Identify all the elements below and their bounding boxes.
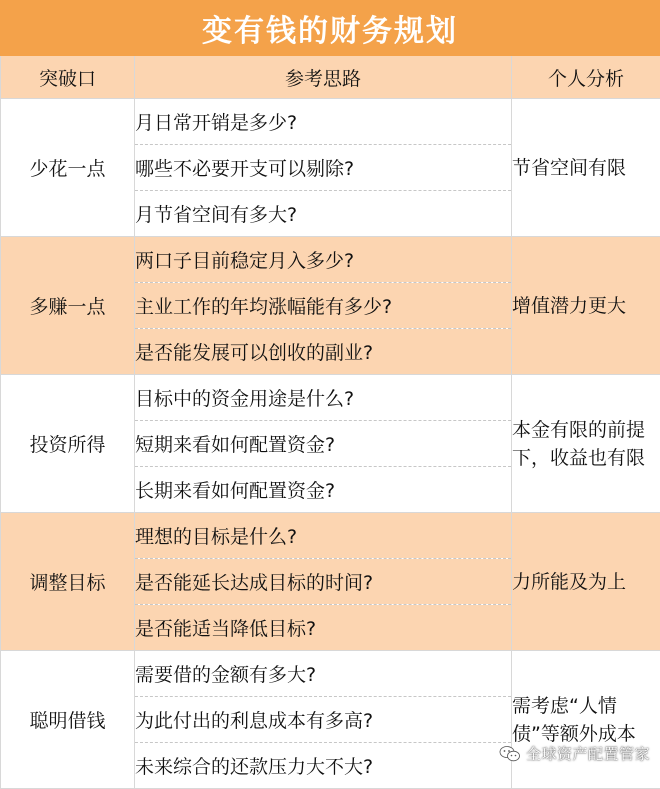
table-row (1, 237, 660, 283)
question-cell: 是否能适当降低目标? (135, 605, 512, 651)
question-cell: 长期来看如何配置资金? (135, 467, 512, 513)
question-cell: 是否能延长达成目标的时间? (135, 559, 512, 605)
analysis-cell: 节省空间有限 (512, 99, 660, 237)
question-cell: 月日常开销是多少? (135, 99, 512, 145)
watermark (499, 743, 650, 764)
analysis-cell: 本金有限的前提下，收益也有限 (512, 375, 660, 513)
table-row (1, 99, 660, 145)
action-cell: 多赚一点 (1, 237, 135, 375)
question-cell: 哪些不必要开支可以剔除? (135, 145, 512, 191)
analysis-cell: 力所能及为上 (512, 513, 660, 651)
question-cell: 理想的目标是什么? (135, 513, 512, 559)
action-cell: 聪明借钱 (1, 651, 135, 789)
action-cell: 调整目标 (1, 513, 135, 651)
question-cell: 两口子目前稳定月入多少? (135, 237, 512, 283)
analysis-cell: 增值潜力更大 (512, 237, 660, 375)
header-action: 突破口 (1, 56, 135, 99)
watermark-text: 全球资产配置管家 (526, 743, 650, 764)
question-cell: 是否能发展可以创收的副业? (135, 329, 512, 375)
analysis-cell: 需考虑“人情债”等额外成本 (512, 651, 660, 789)
question-cell: 月节省空间有多大? (135, 191, 512, 237)
action-cell: 投资所得 (1, 375, 135, 513)
table-header-row (1, 56, 660, 99)
question-cell: 目标中的资金用途是什么? (135, 375, 512, 421)
header-analysis: 个人分析 (512, 56, 660, 99)
table-row (1, 375, 660, 421)
table-row (1, 651, 660, 697)
wechat-icon (499, 745, 521, 763)
page-title: 变有钱的财务规划 (202, 6, 458, 50)
finance-plan-table (0, 56, 660, 789)
question-cell: 短期来看如何配置资金? (135, 421, 512, 467)
header-questions: 参考思路 (135, 56, 512, 99)
table-row (1, 513, 660, 559)
question-cell: 为此付出的利息成本有多高? (135, 697, 512, 743)
action-cell: 少花一点 (1, 99, 135, 237)
question-cell: 需要借的金额有多大? (135, 651, 512, 697)
question-cell: 主业工作的年均涨幅能有多少? (135, 283, 512, 329)
question-cell: 未来综合的还款压力大不大? (135, 743, 512, 789)
title-bar (0, 0, 660, 56)
